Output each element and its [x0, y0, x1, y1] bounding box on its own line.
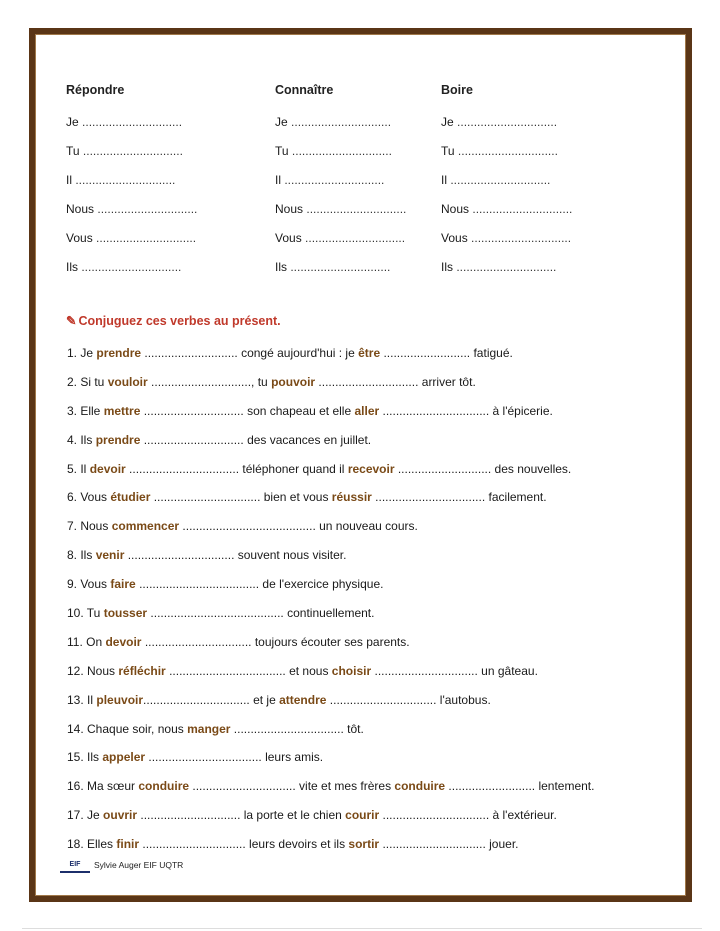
author-credit: Sylvie Auger EIF UQTR: [94, 860, 184, 870]
verb-infinitive: devoir: [105, 634, 142, 649]
answer-blank[interactable]: ..............................: [290, 260, 391, 274]
column-repondre: [66, 80, 246, 282]
exercise-text: 7. Nous: [67, 519, 112, 534]
divider: [22, 928, 702, 929]
pronoun-label: Nous: [66, 202, 95, 216]
exercise-item: [67, 339, 667, 368]
pronoun-row: [441, 253, 621, 282]
pronoun-label: Je: [275, 115, 288, 129]
exercise-item: [67, 541, 667, 570]
exercise-text: 6. Vous: [67, 490, 111, 505]
pronoun-row: [66, 137, 246, 166]
exercise-text: ................................ à l'extérieur.: [379, 808, 557, 823]
exercise-item: [67, 483, 667, 512]
verb-infinitive: être: [358, 346, 381, 360]
verb-infinitive: vouloir: [107, 374, 148, 389]
verb-infinitive: manger: [187, 721, 231, 736]
pronoun-row: [275, 166, 455, 195]
pronoun-label: Ils: [66, 260, 78, 274]
pronoun-label: Vous: [66, 231, 93, 245]
exercise-text: .............................. arriver tôt.: [315, 374, 476, 389]
exercise-item: [67, 570, 667, 599]
exercise-text: ............................... vite et mes frères: [189, 779, 395, 794]
pronoun-label: Vous: [275, 231, 302, 245]
answer-blank[interactable]: ..............................: [471, 231, 572, 245]
pronoun-label: Ils: [441, 260, 453, 274]
answer-blank[interactable]: ..............................: [457, 115, 558, 129]
answer-blank[interactable]: ..............................: [472, 202, 573, 216]
footer: [60, 857, 183, 873]
exercise-text: 15. Ils: [67, 750, 103, 765]
exercise-text: ................................ toujours écouter ses parents.: [141, 634, 410, 649]
pronoun-row: [66, 108, 246, 137]
verb-infinitive: ouvrir: [103, 808, 138, 823]
exercise-text: 2. Si tu: [67, 374, 108, 389]
verb-infinitive: venir: [95, 548, 125, 563]
verb-infinitive: réfléchir: [118, 663, 166, 678]
pronoun-row: [66, 253, 246, 282]
answer-blank[interactable]: ..............................: [456, 260, 557, 274]
answer-blank[interactable]: ..............................: [96, 231, 197, 245]
answer-blank[interactable]: ..............................: [291, 115, 392, 129]
verb-infinitive: pouvoir: [271, 374, 316, 389]
answer-blank[interactable]: ..............................: [306, 202, 407, 216]
exercise-item: [67, 830, 667, 859]
exercise-text: ................................... et nous: [165, 663, 332, 678]
exercise-item: [67, 628, 667, 657]
verb-infinitive: attendre: [279, 692, 327, 707]
verb-infinitive: réussir: [331, 490, 372, 505]
exercise-text: ............................... jouer.: [379, 837, 519, 852]
column-heading: Répondre: [66, 83, 125, 97]
exercise-item: [67, 512, 667, 541]
exercise-item: [67, 715, 667, 744]
verb-infinitive: faire: [110, 577, 136, 592]
pronoun-row: [441, 166, 621, 195]
exercise-list: [67, 339, 667, 859]
answer-blank[interactable]: ..............................: [291, 144, 392, 158]
pronoun-row: [275, 195, 455, 224]
uqtr-logo: EIF: [60, 857, 90, 873]
exercise-text: ................................ et je: [143, 692, 280, 707]
exercise-text: ................................ l'autobus.: [326, 692, 491, 707]
exercise-text: ........................................ un nouveau cours.: [179, 519, 418, 534]
verb-infinitive: finir: [116, 837, 140, 852]
verb-infinitive: aller: [354, 403, 380, 418]
column-heading: Boire: [441, 83, 473, 97]
pronoun-label: Nous: [441, 202, 470, 216]
pronoun-row: [275, 137, 455, 166]
exercise-text: ............................... leurs devoirs et ils: [139, 837, 349, 852]
exercise-text: 5. Il: [67, 461, 90, 476]
verb-infinitive: choisir: [331, 663, 372, 678]
exercise-text: 4. Ils: [67, 432, 96, 447]
pronoun-row: [441, 195, 621, 224]
exercise-text: ................................. facilement.: [371, 490, 547, 505]
pronoun-row: [441, 108, 621, 137]
pronoun-row: [275, 108, 455, 137]
exercise-text: .......................... lentement.: [445, 779, 595, 794]
answer-blank[interactable]: ..............................: [75, 173, 176, 187]
pronoun-label: Tu: [441, 144, 455, 158]
verb-infinitive: devoir: [89, 461, 126, 476]
verb-infinitive: prendre: [95, 432, 141, 447]
pronoun-row: [66, 195, 246, 224]
verb-infinitive: sortir: [348, 837, 380, 852]
exercise-item: [67, 772, 667, 801]
verb-infinitive: mettre: [103, 403, 141, 418]
exercise-text: 10. Tu: [67, 606, 104, 621]
exercise-text: 14. Chaque soir, nous: [67, 721, 188, 736]
pronoun-label: Vous: [441, 231, 468, 245]
exercise-text: ................................. tôt.: [230, 721, 364, 736]
pronoun-label: Ils: [275, 260, 287, 274]
exercise-item: [67, 686, 667, 715]
verb-infinitive: recevoir: [347, 461, 395, 476]
exercise-text: ............................... un gâteau.: [371, 663, 538, 678]
answer-blank[interactable]: ..............................: [284, 173, 385, 187]
pronoun-rows: [275, 108, 455, 282]
answer-blank[interactable]: ..............................: [457, 144, 558, 158]
pronoun-label: Tu: [275, 144, 289, 158]
answer-blank[interactable]: ..............................: [82, 144, 183, 158]
answer-blank[interactable]: ..............................: [97, 202, 198, 216]
exercise-item: [67, 426, 667, 455]
pronoun-label: Nous: [275, 202, 304, 216]
pronoun-row: [441, 137, 621, 166]
pronoun-row: [275, 253, 455, 282]
exercise-text: 3. Elle: [67, 403, 104, 418]
exercise-text: 8. Ils: [67, 548, 96, 563]
answer-blank[interactable]: ..............................: [450, 173, 551, 187]
answer-blank[interactable]: ..............................: [305, 231, 406, 245]
column-connaitre: [275, 80, 455, 282]
exercise-item: [67, 801, 667, 830]
exercise-text: .............................. la porte et le chien: [137, 808, 346, 823]
exercise-item: [67, 599, 667, 628]
exercise-text: .................................... de l'exercice physique.: [135, 577, 384, 592]
exercise-text: .............................. son chapeau et elle: [140, 403, 355, 418]
pronoun-label: Il: [275, 173, 281, 187]
exercise-title-text: Conjuguez ces verbes au présent.: [78, 314, 281, 328]
pronoun-rows: [441, 108, 621, 282]
verb-infinitive: courir: [345, 808, 380, 823]
pronoun-label: Tu: [66, 144, 80, 158]
pronoun-row: [275, 224, 455, 253]
exercise-item: [67, 657, 667, 686]
exercise-text: ............................ des nouvelles.: [394, 461, 572, 476]
verb-infinitive: pleuvoir: [96, 692, 144, 707]
exercise-text: ................................ souvent nous visiter.: [124, 548, 347, 563]
exercise-text: ................................. téléphoner quand il: [125, 461, 348, 476]
verb-infinitive: étudier: [110, 490, 151, 505]
pronoun-label: Il: [441, 173, 447, 187]
pronoun-label: Il: [66, 173, 72, 187]
exercise-text: 12. Nous: [67, 663, 119, 678]
pronoun-row: [441, 224, 621, 253]
pronoun-row: [66, 166, 246, 195]
exercise-text: 13. Il: [67, 692, 97, 707]
exercise-text: .................................. leurs amis.: [145, 750, 324, 765]
exercise-text: ................................ à l'épicerie.: [379, 403, 553, 418]
verb-infinitive: conduire: [138, 779, 190, 794]
column-boire: [441, 80, 621, 282]
exercise-text: 1. Je: [67, 346, 97, 360]
verb-infinitive: prendre: [96, 346, 142, 360]
exercise-title: [66, 313, 281, 328]
column-heading: Connaître: [275, 83, 334, 97]
pencil-icon: ✎: [66, 314, 77, 328]
exercise-text: 18. Elles: [67, 837, 117, 852]
pronoun-label: Je: [441, 115, 454, 129]
answer-blank[interactable]: ..............................: [81, 260, 182, 274]
exercise-text: ................................ bien et vous: [150, 490, 332, 505]
pronoun-label: Je: [66, 115, 79, 129]
exercise-item: [67, 455, 667, 484]
exercise-text: 16. Ma sœur: [67, 779, 139, 794]
exercise-text: 11. On: [67, 634, 106, 649]
exercise-item: [67, 397, 667, 426]
exercise-text: .............................. des vacances en juillet.: [140, 432, 372, 447]
verb-infinitive: appeler: [102, 750, 146, 765]
exercise-item: [67, 368, 667, 397]
exercise-text: 17. Je: [67, 808, 104, 823]
exercise-text: .............................., tu: [147, 374, 272, 389]
exercise-text: 9. Vous: [67, 577, 111, 592]
exercise-text: .......................... fatigué.: [380, 346, 513, 360]
verb-infinitive: tousser: [103, 606, 148, 621]
exercise-text: ........................................ continuellement.: [147, 606, 375, 621]
pronoun-rows: [66, 108, 246, 282]
exercise-item: [67, 743, 667, 772]
exercise-text: ............................ congé aujourd'hui : je: [141, 346, 359, 360]
verb-infinitive: conduire: [394, 779, 446, 794]
verb-infinitive: commencer: [111, 519, 180, 534]
pronoun-row: [66, 224, 246, 253]
answer-blank[interactable]: ..............................: [82, 115, 183, 129]
